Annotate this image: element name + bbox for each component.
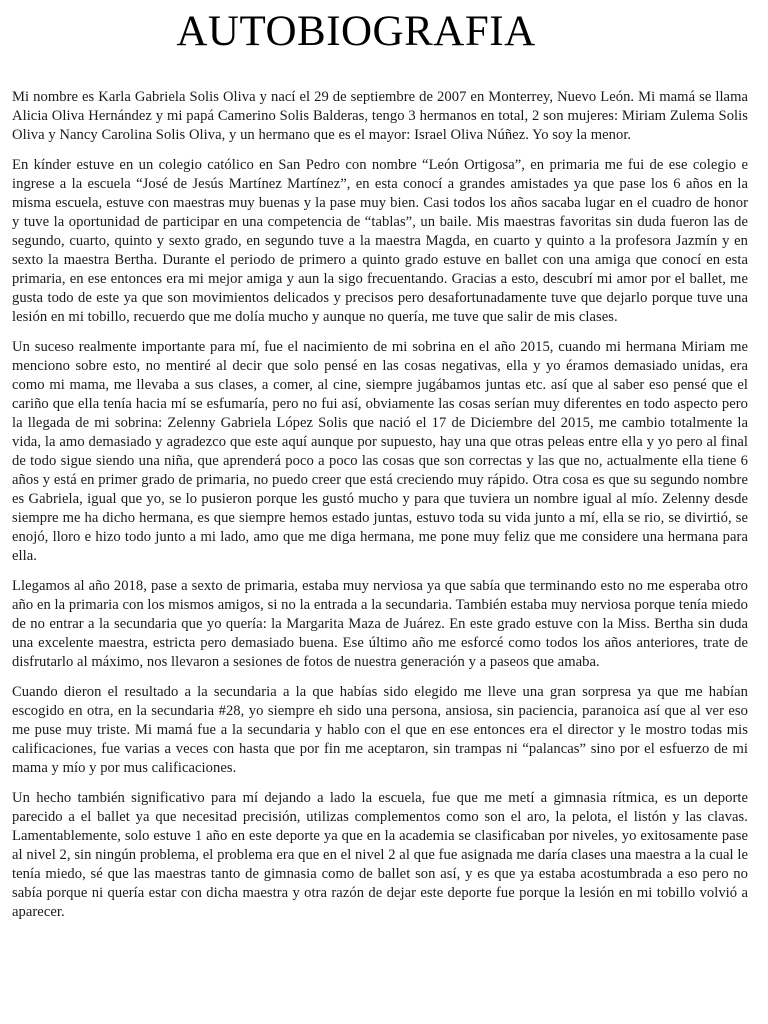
paragraph-family-intro: Mi nombre es Karla Gabriela Solis Oliva y nací el 29 de septiembre de 2007 en Monterrey, Nuevo León. Mi mamá se llama Alicia Oliva Hernández y mi papá Camerino Solis Balderas, tengo 3 hermanos en total, 2 son mujeres: Miriam Zulema Solis Oliva y Nancy Carolina Solis Oliva, y un hermano que es el mayor: Israel Oliva Núñez. Yo soy la menor. — [12, 89, 748, 143]
document-body — [12, 88, 748, 933]
document-title: AUTOBIOGRAFIA — [176, 8, 536, 55]
paragraph-sixth-grade: Llegamos al año 2018, pase a sexto de primaria, estaba muy nerviosa ya que sabía que terminando esto no me esperaba otro año en la primaria con los mismos amigos, si no la entrada a la secundaria. También estaba muy nerviosa porque tenía miedo de no entrar a la secundaria que yo quería: la Margarita Maza de Juárez. En este grado estuve con la Miss. Bertha sin duda una excelente maestra, estricta pero demasiado buena. Ese último año me esforcé como todos los años anteriores, trate de disfrutarlo al máximo, nos llevaron a sesiones de fotos de nuestra generación y a paseos que amaba. — [12, 578, 748, 670]
paragraph-secondary-school: Cuando dieron el resultado a la secundaria a la que habías sido elegido me lleve una gran sorpresa ya que me habían escogido en otra, en la secundaria #28, yo siempre eh sido una persona, ansiosa, sin paciencia, paranoica así que al ver eso me puse muy triste. Mi mamá fue a la secundaria y hablo con el que en ese entonces era el director y le mostro todas mis calificaciones, fue varias a veces con hasta que por fin me aceptaron, sin trampas ni “palancas” sino por el esfuerzo de mi mama y mío y por mus calificaciones. — [12, 684, 748, 776]
paragraph-niece-birth: Un suceso realmente importante para mí, fue el nacimiento de mi sobrina en el año 2015, cuando mi hermana Miriam me menciono sobre esto, no mentiré al decir que solo pensé en las cosas negativas, ella y yo éramos demasiado unidas, era como mi mama, me llevaba a sus clases, a comer, al cine, siempre jugábamos juntas etc. así que al saber eso pensé que el cariño que ella tenía hacia mí se esfumaría, pero no fui así, obviamente las cosas serían muy diferentes en todo aspecto pero la llegada de mi sobrina: Zelenny Gabriela López Solis que nació el 17 de Diciembre del 2015, me cambio totalmente la vida, la amo demasiado y agradezco que este aquí aunque por supuesto, hay una que otras peleas entre ella y yo pero al final de todo sigue siendo una niña, que aprenderá poco a poco las cosas que son correctas y las que no, actualmente ella tiene 6 años y está en primer grado de primaria, no puedo creer que está creciendo muy rápido. Otra cosa es que su segundo nombre es Gabriela, igual que yo, se lo pusieron porque les gustó mucho y para que tuviera un nombre igual al mío. Zelenny desde siempre me ha dicho hermana, es que siempre hemos estado juntas, estuvo toda su vida junto a mí, ella se rio, se divirtió, se enojó, lloro e hizo todo junto a mi lado, amo que me diga hermana, me pone muy feliz que me considere una hermana para ella. — [12, 339, 748, 564]
paragraph-school-years: En kínder estuve en un colegio católico en San Pedro con nombre “León Ortigosa”, en primaria me fui de ese colegio e ingrese a la escuela “José de Jesús Martínez Martínez”, en esta conocí a grandes amistades ya que pase los 6 años en la misma escuela, estuve con maestras muy buenas y la pase muy bien. Casi todos los años sacaba lugar en el cuadro de honor y tuve la oportunidad de participar en una competencia de “tablas”, un baile. Mis maestras favoritas sin duda fueron las de segundo, cuarto, quinto y sexto grado, en segundo tuve a la maestra Magda, en cuarto y quinto a la profesora Jazmín y en sexto la maestra Bertha. Durante el periodo de primero a quinto grado estuve en ballet con una amiga que conocí en esta primaria, en ese entonces era mi mejor amiga y aun la sigo frecuentando. Gracias a esto, descubrí mi amor por el ballet, me gusta todo de este ya que son movimientos delicados y precisos pero desafortunadamente tuve que dejarlo porque tuve una lesión en mi tobillo, recuerdo que me dolía mucho y aunque no quería, me tuve que salir de mis clases. — [12, 157, 748, 325]
paragraph-rhythmic-gymnastics: Un hecho también significativo para mí dejando a lado la escuela, fue que me metí a gimnasia rítmica, es un deporte parecido a el ballet ya que necesitad precisión, utilizas complementos como son el aro, la pelota, el listón y las clavas. Lamentablemente, solo estuve 1 año en este deporte ya que en la academia se clasificaban por niveles, yo exitosamente pase al nivel 2, sin ningún problema, el problema era que en el nivel 2 al que fue asignada me daría clases una maestra a la cual le tenía miedo, sé que las maestras tanto de gimnasia como de ballet son así, y es que ya estaba acostumbrada a eso pero no sabía porque ni quería estar con dicha maestra y otra razón de dejar este deporte fue porque la lesión en mi tobillo volvió a aparecer. — [12, 790, 748, 920]
